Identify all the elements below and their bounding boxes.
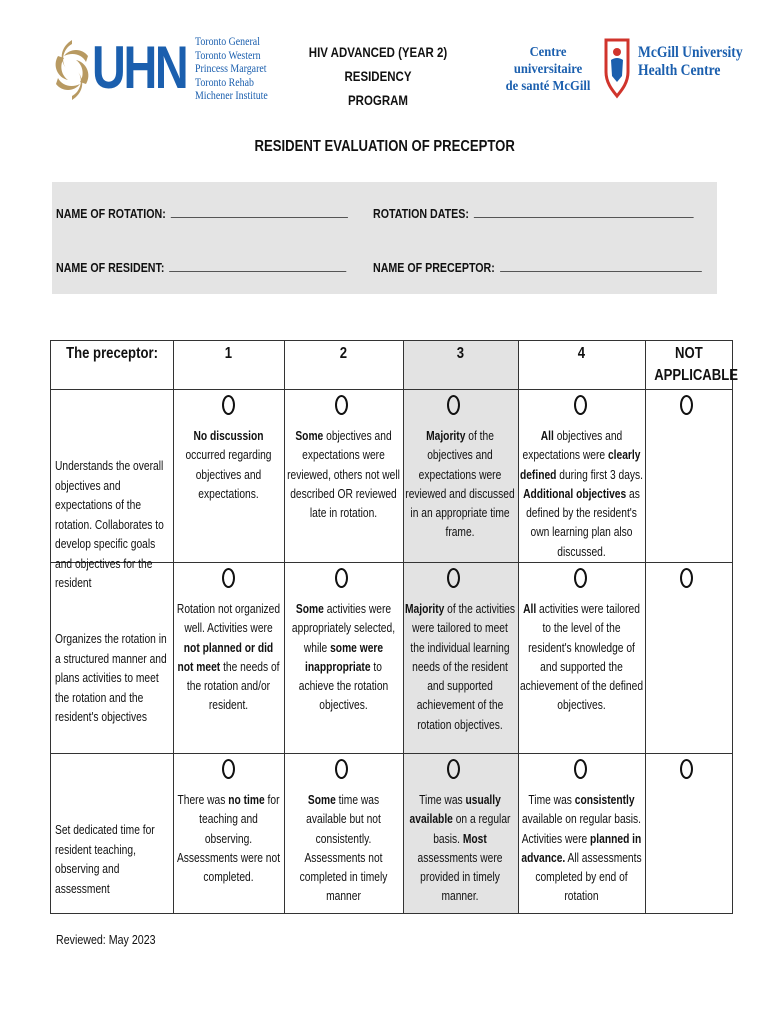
- emphasis-text: Some: [307, 793, 336, 807]
- criterion-text: [55, 630, 177, 728]
- criterion-text: [55, 821, 177, 899]
- description-line: [403, 830, 518, 849]
- description-text: late in rotation.: [309, 506, 378, 521]
- uhn-hospital-name: Michener Institute: [195, 90, 268, 102]
- description-line: [403, 791, 518, 810]
- description-text: discussed.: [557, 544, 606, 559]
- description-text: achievement of the: [416, 698, 504, 713]
- emphasis-text: not planned or did: [183, 640, 274, 655]
- criterion-text: [55, 457, 177, 594]
- emphasis-text: Majority: [405, 602, 445, 616]
- description-line: [518, 485, 645, 504]
- description-line: [284, 639, 403, 658]
- description-line: [403, 868, 518, 887]
- description-line: [403, 466, 518, 485]
- criterion-line: assessment: [55, 881, 110, 896]
- emphasis-text: All: [540, 429, 554, 443]
- description-line: [403, 427, 518, 446]
- header-rating-3: [403, 345, 518, 363]
- column-divider: [645, 341, 646, 913]
- description-line: [284, 677, 403, 696]
- description-line: [173, 849, 284, 868]
- description-line: [173, 830, 284, 849]
- dates-input-line[interactable]: [474, 207, 694, 218]
- description-line: [518, 830, 645, 849]
- description-line: [173, 810, 284, 829]
- description-text: in an appropriate time: [410, 506, 510, 521]
- description-line: [284, 446, 403, 465]
- description-text: provided in timely: [420, 870, 500, 885]
- emphasis-text: Most: [462, 831, 487, 846]
- description-text: the individual learning: [410, 640, 510, 655]
- description-line: [284, 849, 403, 868]
- description-text: expectations were: [522, 448, 608, 463]
- header-rating-2: [284, 345, 403, 363]
- uhn-logo: [52, 34, 268, 106]
- rating-description: [284, 791, 403, 907]
- emphasis-text: available: [409, 812, 453, 827]
- description-line: [173, 868, 284, 887]
- description-text: and supported the: [540, 659, 623, 674]
- description-line: [518, 810, 645, 829]
- criterion-line: plans activities to meet: [55, 671, 159, 685]
- rating-radio-3[interactable]: [447, 759, 460, 779]
- description-text: needs of the resident: [412, 659, 508, 674]
- description-line: [173, 696, 284, 715]
- header-not-applicable: [645, 343, 739, 387]
- description-text: the rotation and/or: [186, 679, 271, 694]
- description-text: manner.: [441, 889, 479, 904]
- muhc-english-line1: McGill University: [638, 44, 743, 61]
- rating-description: [173, 600, 284, 716]
- emphasis-text: Some: [295, 602, 324, 616]
- description-line: [284, 887, 403, 906]
- description-text: objectives and: [195, 467, 262, 482]
- description-text: resident's knowledge of: [528, 640, 635, 655]
- muhc-english-line2: Health Centre: [638, 62, 721, 79]
- description-line: [284, 658, 403, 677]
- description-text: objectives and: [323, 429, 392, 443]
- description-line: [403, 716, 518, 735]
- description-line: [518, 619, 645, 638]
- criterion-line: rotation. Collaborates to: [55, 517, 164, 532]
- description-text: to: [370, 659, 382, 674]
- description-line: [518, 658, 645, 677]
- header-preceptor-text: The preceptor:: [66, 345, 158, 362]
- rating-description: [403, 427, 518, 543]
- rating-description: [518, 600, 645, 716]
- criterion-line: resident's objectives: [55, 710, 147, 724]
- description-line: [284, 696, 403, 715]
- description-text: Assessments were not: [176, 850, 281, 865]
- description-text: completed by end of: [535, 870, 628, 885]
- emphasis-text: Majority: [426, 429, 466, 443]
- description-line: [173, 446, 284, 465]
- description-line: [284, 791, 403, 810]
- muhc-emblem-icon: [600, 36, 634, 100]
- emphasis-text: advance.: [521, 850, 566, 865]
- uhn-hospital-name: Toronto Western: [195, 49, 261, 62]
- description-text: achieve the rotation: [298, 679, 389, 694]
- program-title-line2: PROGRAM: [348, 92, 408, 108]
- description-line: [173, 485, 284, 504]
- emphasis-text: Some: [295, 429, 324, 443]
- emphasis-text: defined: [519, 467, 557, 482]
- rating-description: [284, 600, 403, 716]
- description-text: of the: [465, 429, 494, 443]
- emphasis-text: consistently: [574, 793, 635, 807]
- form-title: [0, 138, 770, 156]
- header-rating-1-text: 1: [224, 345, 233, 362]
- description-text: while: [303, 640, 331, 655]
- header-rating-2-text: 2: [339, 345, 348, 362]
- description-text: resident.: [208, 698, 249, 713]
- emphasis-text: clearly: [607, 448, 641, 463]
- header-rating-4-text: 4: [577, 345, 586, 362]
- header-rating-3-text: 3: [456, 345, 465, 362]
- rating-radio-not-applicable[interactable]: [680, 759, 693, 779]
- description-text: were tailored to meet: [412, 621, 508, 636]
- description-text: available on regular basis.: [521, 812, 642, 827]
- description-line: [518, 677, 645, 696]
- uhn-hospital-list: [195, 36, 268, 104]
- description-text: rotation: [564, 889, 599, 904]
- description-line: [284, 830, 403, 849]
- reviewed-note: Reviewed: May 2023: [56, 932, 156, 947]
- header-preceptor: [51, 345, 173, 363]
- description-text: for: [264, 793, 280, 807]
- emphasis-text: No discussion: [193, 429, 264, 443]
- criterion-line: develop specific goals: [55, 537, 156, 551]
- rating-description: [403, 791, 518, 907]
- description-line: [518, 791, 645, 810]
- emphasis-text: not meet: [177, 659, 221, 674]
- description-line: [173, 600, 284, 619]
- description-text: completed.: [203, 870, 254, 885]
- description-line: [403, 504, 518, 523]
- description-line: [403, 639, 518, 658]
- description-text: objectives.: [557, 698, 606, 713]
- description-text: basis.: [433, 831, 463, 846]
- description-text: of the activities: [444, 602, 515, 616]
- criterion-line: expectations of the: [55, 498, 142, 512]
- description-text: own learning plan also: [530, 525, 633, 540]
- rating-description: [284, 427, 403, 523]
- description-text: assessments were: [417, 850, 503, 865]
- rating-description: [518, 427, 645, 562]
- description-line: [403, 696, 518, 715]
- criterion-line: Set dedicated time for: [55, 823, 155, 837]
- criterion-line: resident: [55, 576, 92, 590]
- resident-label: NAME OF RESIDENT:: [56, 260, 165, 275]
- resident-input-line[interactable]: [169, 261, 346, 272]
- emphasis-text: no time: [228, 793, 265, 807]
- program-title: [268, 40, 488, 112]
- rotation-field[interactable]: [56, 206, 348, 221]
- description-text: on a regular: [452, 812, 511, 827]
- description-text: to the level of the: [542, 621, 621, 636]
- description-line: [173, 466, 284, 485]
- uhn-wordmark: UHN: [92, 34, 187, 101]
- muhc-logo: [498, 36, 743, 102]
- rotation-label: NAME OF ROTATION:: [56, 206, 166, 221]
- rating-radio-not-applicable[interactable]: [680, 568, 693, 588]
- row-divider: [51, 753, 732, 754]
- header-na-line2: APPLICABLE: [654, 367, 739, 384]
- description-text: frame.: [445, 525, 475, 540]
- description-line: [518, 523, 645, 542]
- description-line: [173, 427, 284, 446]
- description-line: [403, 810, 518, 829]
- uhn-hospital-name: Toronto Rehab: [195, 76, 254, 89]
- emphasis-text: planned in: [590, 831, 642, 846]
- description-line: [403, 600, 518, 619]
- emphasis-text: usually: [465, 793, 501, 807]
- description-line: [173, 677, 284, 696]
- preceptor-field[interactable]: [373, 260, 701, 275]
- criterion-line: a structured manner and: [55, 651, 167, 666]
- resident-field[interactable]: [56, 260, 346, 275]
- description-text: expectations were: [302, 448, 385, 463]
- description-text: All assessments: [565, 850, 642, 865]
- description-line: [518, 639, 645, 658]
- header-rating-1: [173, 345, 284, 363]
- muhc-french-name: [503, 44, 593, 95]
- evaluation-table: [50, 340, 739, 914]
- description-text: objectives.: [319, 698, 368, 713]
- description-line: [284, 485, 403, 504]
- description-text: rotation objectives.: [417, 717, 503, 732]
- description-line: [518, 849, 645, 868]
- description-text: Assessments not: [304, 850, 383, 865]
- description-text: occurred regarding: [185, 448, 272, 463]
- description-line: [403, 485, 518, 504]
- description-text: consistently.: [315, 831, 372, 846]
- description-line: [403, 619, 518, 638]
- description-text: expectations.: [198, 486, 259, 501]
- description-text: achievement of the defined: [519, 679, 644, 694]
- description-text: the needs of: [220, 659, 280, 674]
- description-text: Time was: [528, 793, 575, 807]
- rating-radio-2[interactable]: [335, 568, 348, 588]
- description-text: activities were: [323, 602, 392, 616]
- rating-radio-2[interactable]: [335, 395, 348, 415]
- rating-description: [403, 600, 518, 735]
- rating-description: [173, 427, 284, 504]
- description-line: [284, 619, 403, 638]
- description-text: well. Activities were: [184, 621, 273, 636]
- emphasis-text: some were: [330, 640, 384, 655]
- description-text: as: [626, 486, 640, 501]
- form-title-text: RESIDENT EVALUATION OF PRECEPTOR: [254, 138, 516, 155]
- description-line: [518, 600, 645, 619]
- description-text: objectives and: [553, 429, 623, 443]
- rating-radio-1[interactable]: [222, 568, 235, 588]
- description-line: [284, 868, 403, 887]
- muhc-english-name: [638, 44, 743, 80]
- dates-field[interactable]: [373, 206, 694, 221]
- preceptor-label: NAME OF PRECEPTOR:: [373, 260, 495, 275]
- description-line: [518, 446, 645, 465]
- criterion-line: and objectives for the: [55, 556, 153, 571]
- description-line: [403, 677, 518, 696]
- dates-label: ROTATION DATES:: [373, 206, 469, 221]
- description-text: manner: [326, 889, 361, 904]
- description-line: [403, 849, 518, 868]
- description-text: activities were tailored: [536, 602, 640, 616]
- rating-radio-2[interactable]: [335, 759, 348, 779]
- muhc-french-line2: de santé McGill: [505, 79, 591, 94]
- rating-radio-1[interactable]: [222, 759, 235, 779]
- description-line: [403, 658, 518, 677]
- rotation-input-line[interactable]: [171, 207, 348, 218]
- rating-radio-1[interactable]: [222, 395, 235, 415]
- description-text: expectations were: [418, 467, 502, 482]
- description-line: [403, 887, 518, 906]
- description-line: [403, 446, 518, 465]
- criterion-line: Understands the overall: [55, 459, 164, 473]
- description-text: teaching and: [199, 812, 258, 827]
- uhn-hospital-name: Princess Margaret: [195, 63, 267, 75]
- info-box: [52, 182, 717, 294]
- description-text: There was: [177, 793, 229, 807]
- description-line: [518, 427, 645, 446]
- description-text: reviewed and discussed: [405, 486, 515, 501]
- description-text: available but not: [306, 812, 381, 827]
- criterion-line: observing and: [55, 862, 120, 876]
- muhc-french-line1: Centre universitaire: [513, 45, 583, 77]
- description-line: [518, 504, 645, 523]
- criterion-line: the rotation and the: [55, 690, 144, 705]
- uhn-swirl-icon: [52, 38, 92, 102]
- description-text: completed in timely: [299, 870, 388, 885]
- description-line: [518, 868, 645, 887]
- row-divider: [51, 389, 732, 390]
- description-text: Time was: [419, 793, 466, 807]
- description-text: defined by the resident's: [526, 506, 637, 521]
- criterion-line: Organizes the rotation in: [55, 632, 167, 646]
- description-text: time was: [335, 793, 380, 807]
- description-line: [403, 523, 518, 542]
- description-line: [284, 600, 403, 619]
- description-line: [173, 658, 284, 677]
- description-line: [284, 504, 403, 523]
- description-line: [173, 619, 284, 638]
- rating-radio-not-applicable[interactable]: [680, 395, 693, 415]
- criterion-line: objectives and: [55, 478, 121, 493]
- description-text: described OR reviewed: [290, 486, 397, 501]
- rating-radio-3[interactable]: [447, 568, 460, 588]
- description-text: Rotation not organized: [176, 602, 281, 616]
- emphasis-text: inappropriate: [305, 659, 371, 674]
- description-line: [518, 466, 645, 485]
- description-line: [518, 543, 645, 562]
- description-line: [518, 696, 645, 715]
- emphasis-text: All: [523, 602, 537, 616]
- description-line: [173, 791, 284, 810]
- description-text: appropriately selected,: [291, 621, 396, 636]
- program-title-line1: HIV ADVANCED (YEAR 2) RESIDENCY: [308, 44, 448, 84]
- description-line: [518, 887, 645, 906]
- rating-radio-4[interactable]: [574, 568, 587, 588]
- header-na-line1: NOT: [674, 345, 703, 362]
- rating-radio-4[interactable]: [574, 759, 587, 779]
- description-line: [173, 639, 284, 658]
- description-line: [284, 810, 403, 829]
- uhn-hospital-name: Toronto General: [195, 36, 260, 48]
- description-text: and supported: [427, 679, 493, 694]
- preceptor-input-line[interactable]: [500, 261, 702, 272]
- description-text: reviewed, others not well: [287, 467, 400, 482]
- rating-radio-3[interactable]: [447, 395, 460, 415]
- description-text: objectives and: [427, 448, 493, 463]
- criterion-line: resident teaching,: [55, 842, 136, 857]
- rating-description: [173, 791, 284, 887]
- description-line: [284, 427, 403, 446]
- emphasis-text: Additional objectives: [523, 486, 627, 501]
- rating-radio-4[interactable]: [574, 395, 587, 415]
- description-text: observing.: [204, 831, 253, 846]
- header-rating-4: [518, 345, 645, 363]
- description-text: Activities were: [521, 831, 591, 846]
- description-line: [284, 466, 403, 485]
- rating-description: [518, 791, 645, 907]
- description-text: during first 3 days.: [556, 467, 644, 482]
